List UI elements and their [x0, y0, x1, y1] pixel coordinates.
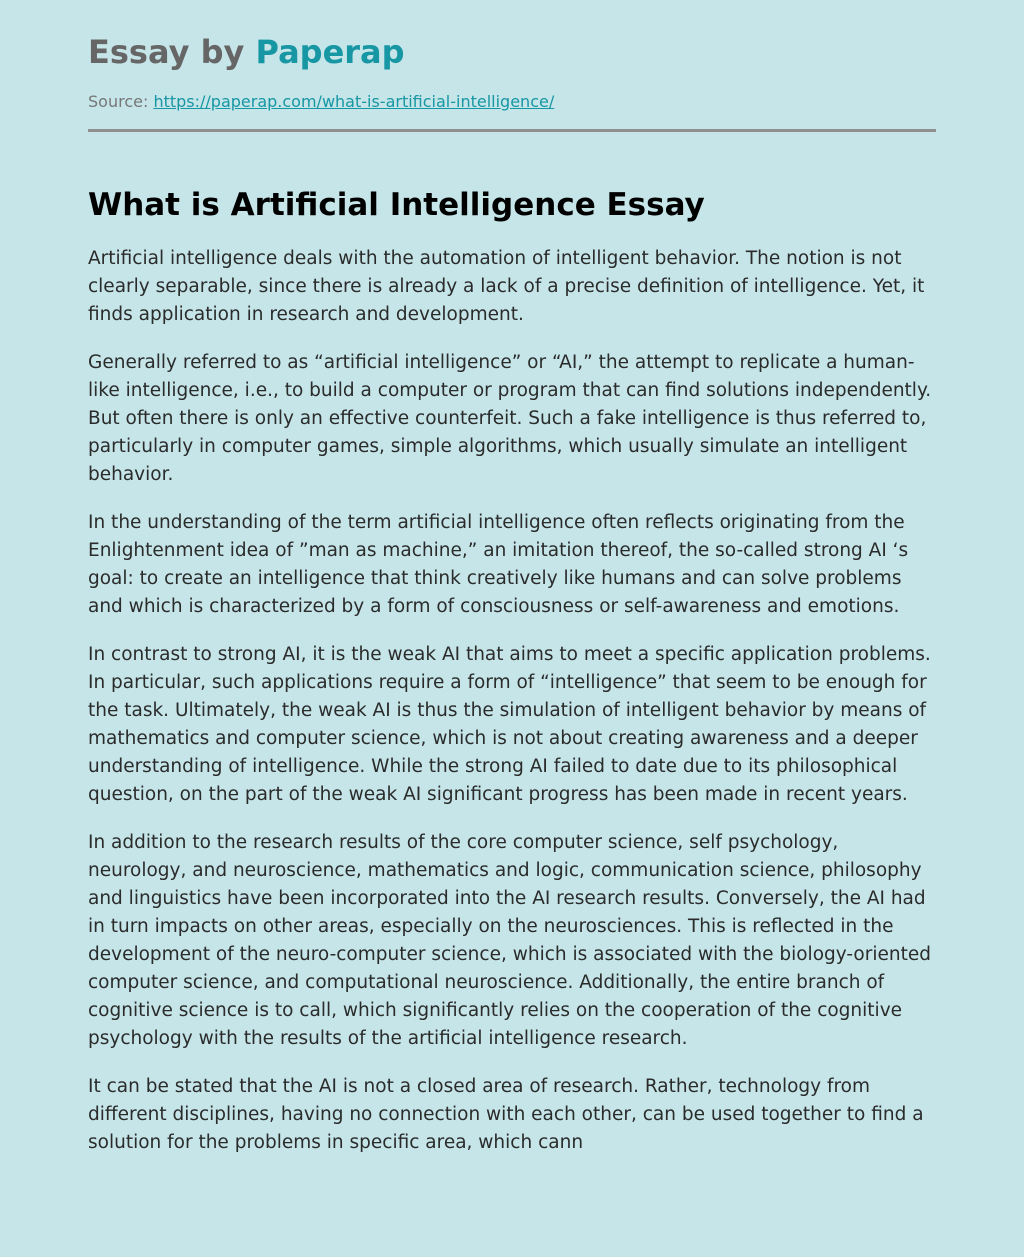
header-divider [88, 129, 936, 132]
source-link[interactable]: https://paperap.com/what-is-artificial-intelligence/ [153, 92, 555, 111]
essay-paragraph: In the understanding of the term artificial intelligence often reflects originating from the Enlightenment idea of ”man as machine,” an imitation thereof, the so-called strong AI ‘s goal: to create an intelligence that think creatively like humans and can solve problems and which is characterized by a form of consciousness or self-awareness and emotions. [88, 512, 909, 617]
essay-body [88, 245, 936, 1157]
site-brand [88, 30, 936, 74]
essay-paragraph: It can be stated that the AI is not a closed area of research. Rather, technology from different disciplines, having no connection with each other, can be used together to find a solution for the problems in specific area, which cann [88, 1076, 924, 1153]
essay-paragraph: In addition to the research results of the core computer science, self psychology, neurology, and neuroscience, mathematics and logic, communication science, philosophy and linguistics have been incorporated into the AI research results. Conversely, the AI had in turn impacts on other areas, especially on the neurosciences. This is reflected in the development of the neuro-computer science, which is associated with the biology-oriented computer science, and computational neuroscience. Additionally, the entire branch of cognitive science is to call, which significantly relies on the cooperation of the cognitive psychology with the results of the artificial intelligence research. [88, 832, 931, 1049]
source-line [88, 91, 936, 113]
essay-paragraph: In contrast to strong AI, it is the weak AI that aims to meet a specific application problems. In particular, such applications require a form of “intelligence” that seem to be enough for the task. Ultimately, the weak AI is thus the simulation of intelligent behavior by means of mathematics and computer science, which is not about creating awareness and a deeper understanding of intelligence. While the strong AI failed to date due to its philosophical question, on the part of the weak AI significant progress has been made in recent years. [88, 644, 931, 805]
source-label: Source: [88, 92, 154, 111]
brand-prefix: Essay by [88, 33, 256, 71]
brand-name: Paperap [255, 33, 405, 71]
essay-title: What is Artificial Intelligence Essay [88, 187, 705, 223]
essay-paragraph: Artificial intelligence deals with the automation of intelligent behavior. The notion is not clearly separable, since there is already a lack of a precise definition of intelligence. Yet, it finds application in research and development. [88, 248, 925, 325]
essay-paragraph: Generally referred to as “artificial intelligence” or “AI,” the attempt to replicate a human-like intelligence, i.e., to build a computer or program that can find solutions independently. But often there is only an effective counterfeit. Such a fake intelligence is thus referred to, particularly in computer games, simple algorithms, which usually simulate an intelligent behavior. [88, 352, 932, 485]
